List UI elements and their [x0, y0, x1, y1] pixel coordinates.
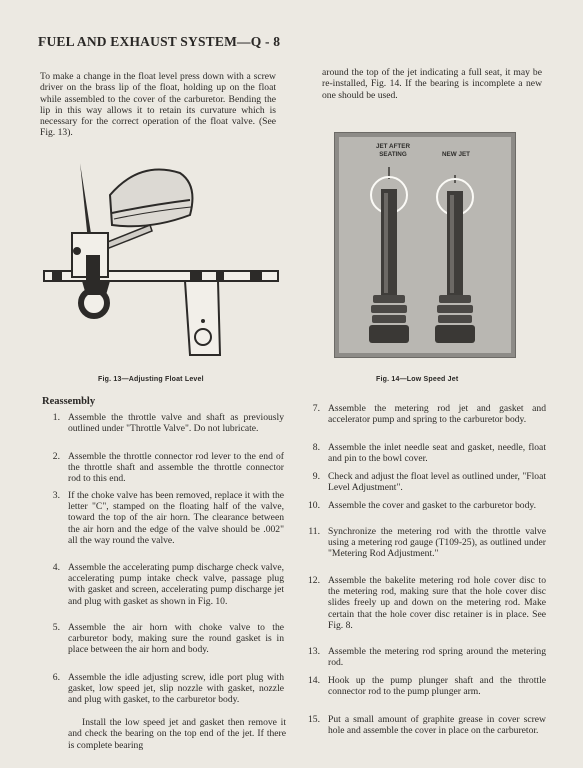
item-number: 14. — [308, 675, 320, 686]
item-number: 2. — [52, 451, 60, 462]
list-item — [306, 526, 546, 571]
item-number: 1. — [52, 412, 60, 423]
used-jet-icon — [369, 167, 409, 343]
right-paragraph: around the top of the jet indicating a full seat, it may be re-installed, Fig. 14. If the bearing is incomplete a new one should be used. — [322, 67, 542, 101]
list-item — [46, 562, 286, 618]
list-item — [306, 575, 546, 643]
continuation-paragraph: Install the low speed jet and gasket then remove it and check the bearing on the top end of the jet. If there is complete bearing — [68, 717, 286, 751]
item-text: Assemble the throttle connector rod lever to the end of the throttle shaft and assemble the throttle connector rod to this end. — [68, 451, 284, 485]
list-item — [306, 646, 546, 670]
item-text: Put a small amount of graphite grease in cover screw hole and assemble the cover in place on the carburetor. — [328, 714, 546, 737]
new-jet-icon — [435, 175, 475, 343]
fig13-float-diagram — [40, 155, 285, 375]
float-icon — [100, 169, 192, 250]
fig14-photo — [334, 132, 516, 358]
item-text: Assemble the inlet needle seat and gasket, needle, float and pin to the bowl cover. — [328, 442, 546, 465]
list-item — [46, 412, 286, 446]
list-item — [46, 490, 286, 558]
page-header: FUEL AND EXHAUST SYSTEM—Q - 8 — [38, 34, 281, 49]
fig13-caption: Fig. 13—Adjusting Float Level — [98, 376, 204, 383]
list-item — [306, 471, 546, 495]
list-item — [46, 622, 286, 667]
item-number: 13. — [308, 646, 320, 657]
item-number: 12. — [308, 575, 320, 586]
item-number: 6. — [52, 672, 60, 683]
item-text: Assemble the idle adjusting screw, idle port plug with gasket, low speed jet, slip nozzle with gasket, nozzle and plug with gasket, to the carburetor body. — [68, 672, 284, 706]
list-item — [306, 442, 546, 466]
item-text: Assemble the metering rod spring around the metering rod. — [328, 646, 546, 669]
item-text: Hook up the pump plunger shaft and the throttle connector rod to the pump plunger arm. — [328, 675, 546, 698]
list-item — [306, 714, 546, 748]
list-item — [306, 500, 546, 524]
item-text: Check and adjust the float level as outlined under, "Float Level Adjustment". — [328, 471, 546, 494]
jet-after-seating-label: JET AFTER SEATING — [375, 143, 411, 158]
item-number: 7. — [312, 403, 320, 414]
reassembly-title: Reassembly — [42, 396, 96, 407]
item-text: Assemble the air horn with choke valve to the carburetor body, making sure the round gasket is in place between the air horn and body. — [68, 622, 284, 656]
item-number: 3. — [52, 490, 60, 501]
item-text: Assemble the throttle valve and shaft as previously outlined under "Throttle Valve". Do not lubricate. — [68, 412, 284, 435]
item-number: 11. — [308, 526, 320, 537]
item-number: 15. — [308, 714, 320, 725]
item-text: Assemble the metering rod jet and gasket and accelerator pump and spring to the carburetor body. — [328, 403, 546, 426]
list-item — [46, 672, 286, 706]
item-text: If the choke valve has been removed, replace it with the letter "C", stamped on the floating half of the valve, toward the top of the air horn. The clearance between the air horn and the edge of the valve should be .002" all the way round the valve. — [68, 490, 284, 546]
item-number: 8. — [312, 442, 320, 453]
item-text: Assemble the cover and gasket to the carburetor body. — [328, 500, 536, 511]
carburetor-cover-icon — [44, 233, 278, 355]
item-number: 4. — [52, 562, 60, 573]
fig14-caption: Fig. 14—Low Speed Jet — [376, 376, 459, 383]
new-jet-label: NEW JET — [442, 151, 470, 158]
jets-image — [339, 137, 511, 353]
list-item — [46, 451, 286, 485]
item-number: 10. — [308, 500, 320, 511]
item-text: Assemble the bakelite metering rod hole cover disc to the metering rod, making sure that the hole cover disc slides freely up and down on the metering rod. Make certain that the hole cover disc retainer is in place. See Fig. 8. — [328, 575, 546, 631]
item-text: Synchronize the metering rod with the throttle valve using a metering rod gauge (T109-25), as outlined under "Metering Rod Adjustment." — [328, 526, 546, 560]
list-item — [306, 403, 546, 437]
list-item — [306, 675, 546, 709]
intro-paragraph: To make a change in the float level press down with a screw driver on the brass lip of the float, holding up on the float while assembled to the cover of the carburetor. Bending the lip in this way allows it to retain its curvature which is necessary for the correct operation of the float valve. (See Fig. 13). — [40, 71, 276, 139]
item-number: 5. — [52, 622, 60, 633]
item-text: Assemble the accelerating pump discharge check valve, accelerating pump intake check valve, passage plug with gasket and screen, accelerating pump discharge jet and plug with gasket as shown in Fig. 10. — [68, 562, 284, 607]
item-number: 9. — [312, 471, 320, 482]
